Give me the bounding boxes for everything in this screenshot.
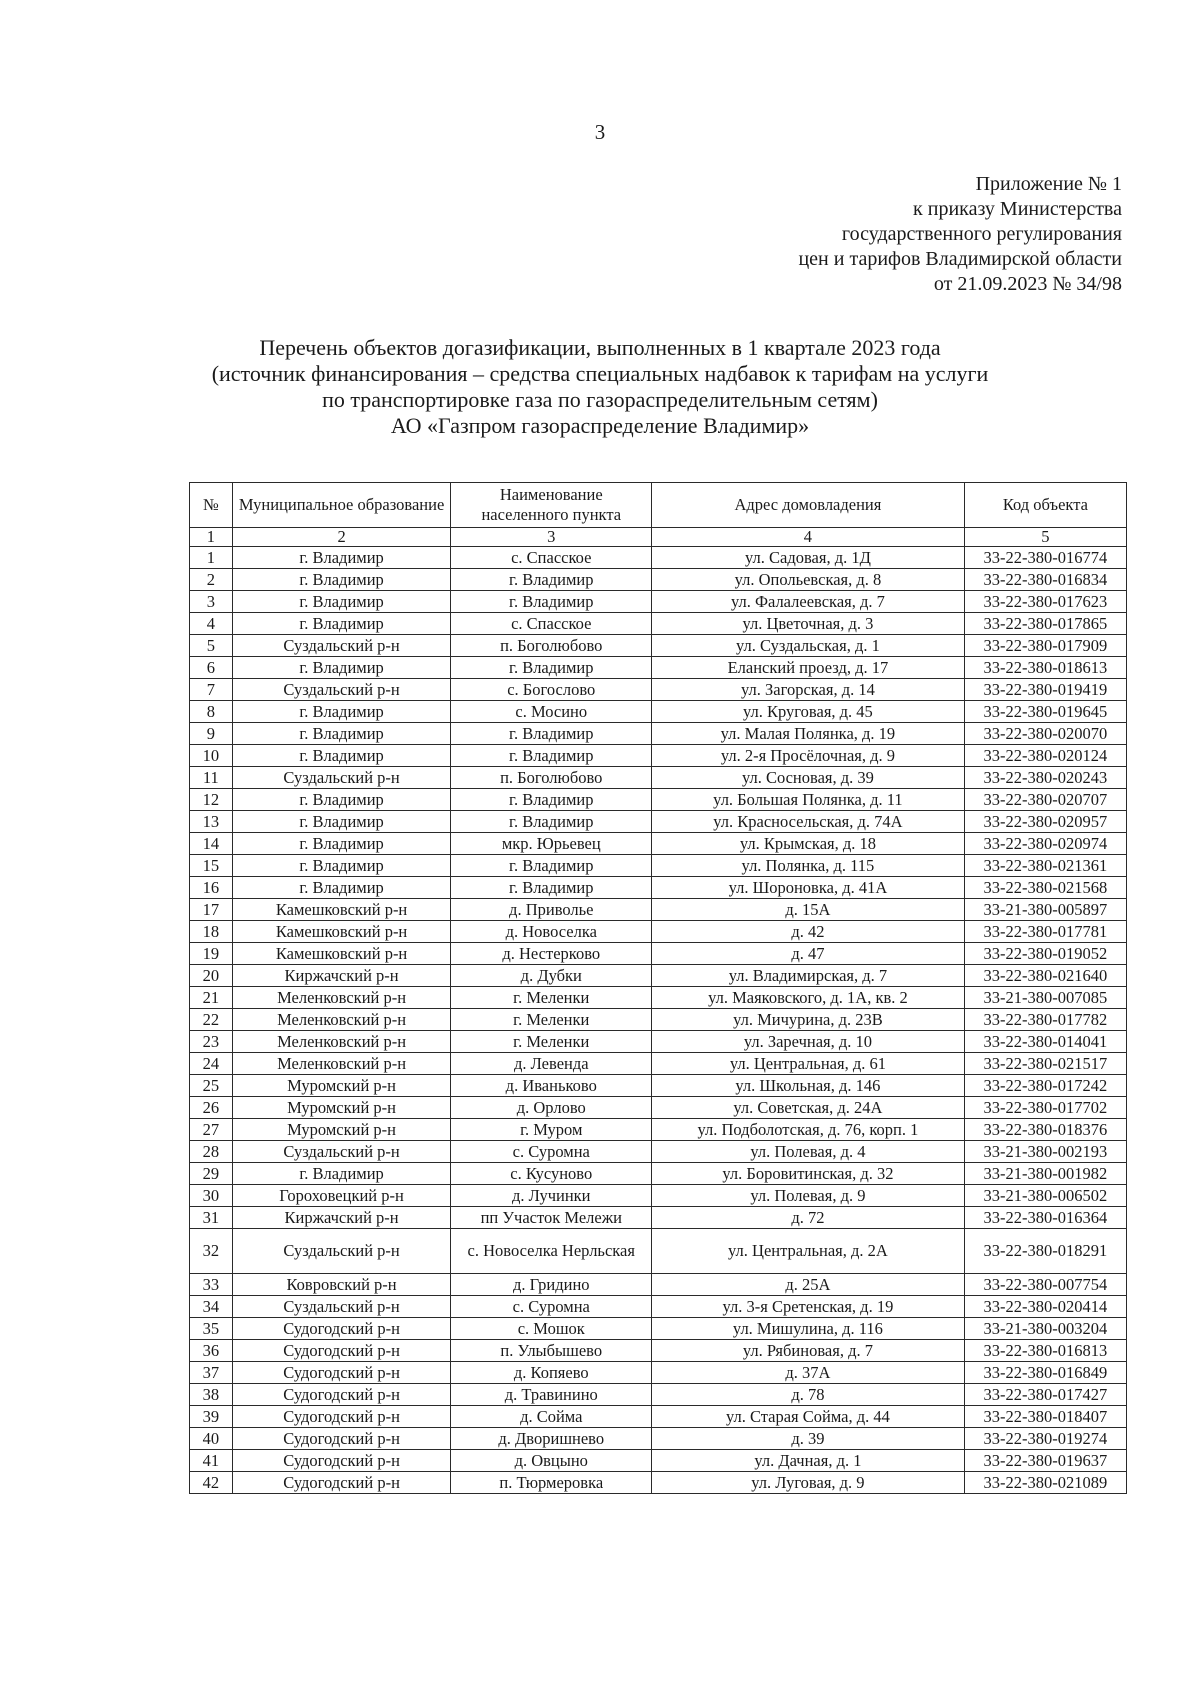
settlement-cell: с. Мосино: [451, 701, 652, 723]
table-row: [190, 855, 1127, 877]
address-cell: д. 15А: [652, 899, 965, 921]
table-row: [190, 613, 1127, 635]
table-row: [190, 547, 1127, 569]
settlement-cell: п. Боголюбово: [451, 635, 652, 657]
column-number-row: [190, 528, 1127, 547]
row-number: 24: [190, 1053, 233, 1075]
object-code-cell: 33-22-380-017623: [964, 591, 1126, 613]
settlement-cell: д. Копяево: [451, 1362, 652, 1384]
municipality-cell: г. Владимир: [232, 547, 451, 569]
address-cell: ул. Круговая, д. 45: [652, 701, 965, 723]
object-code-cell: 33-22-380-016813: [964, 1340, 1126, 1362]
municipality-cell: г. Владимир: [232, 569, 451, 591]
object-code-cell: 33-22-380-021568: [964, 877, 1126, 899]
municipality-cell: г. Владимир: [232, 701, 451, 723]
municipality-cell: Киржачский р-н: [232, 965, 451, 987]
object-code-cell: 33-22-380-019052: [964, 943, 1126, 965]
appendix-line-1: Приложение № 1: [975, 173, 1122, 195]
object-code-cell: 33-22-380-018407: [964, 1406, 1126, 1428]
table-body: [190, 547, 1127, 1494]
municipality-cell: г. Владимир: [232, 811, 451, 833]
address-cell: ул. Полевая, д. 9: [652, 1185, 965, 1207]
table-row: [190, 1274, 1127, 1296]
row-number: 40: [190, 1428, 233, 1450]
table-row: [190, 1207, 1127, 1229]
row-number: 39: [190, 1406, 233, 1428]
municipality-cell: Судогодский р-н: [232, 1340, 451, 1362]
address-cell: ул. Дачная, д. 1: [652, 1450, 965, 1472]
table-row: [190, 767, 1127, 789]
settlement-cell: д. Овцыно: [451, 1450, 652, 1472]
object-code-cell: 33-22-380-020124: [964, 745, 1126, 767]
row-number: 16: [190, 877, 233, 899]
municipality-cell: г. Владимир: [232, 613, 451, 635]
municipality-cell: г. Владимир: [232, 789, 451, 811]
settlement-cell: д. Сойма: [451, 1406, 652, 1428]
appendix-line-4: цен и тарифов Владимирской области: [798, 248, 1122, 270]
row-number: 9: [190, 723, 233, 745]
settlement-cell: д. Лучинки: [451, 1185, 652, 1207]
header-settlement: Наименование населенного пункта: [451, 483, 652, 528]
object-code-cell: 33-22-380-019637: [964, 1450, 1126, 1472]
municipality-cell: Камешковский р-н: [232, 943, 451, 965]
settlement-cell: п. Тюрмеровка: [451, 1472, 652, 1494]
objects-table: [189, 482, 1127, 1494]
municipality-cell: Судогодский р-н: [232, 1428, 451, 1450]
row-number: 41: [190, 1450, 233, 1472]
municipality-cell: Меленковский р-н: [232, 987, 451, 1009]
header-object-code: Код объекта: [964, 483, 1126, 528]
row-number: 20: [190, 965, 233, 987]
address-cell: ул. Старая Сойма, д. 44: [652, 1406, 965, 1428]
object-code-cell: 33-22-380-018291: [964, 1229, 1126, 1274]
table-row: [190, 1229, 1127, 1274]
row-number: 30: [190, 1185, 233, 1207]
row-number: 19: [190, 943, 233, 965]
address-cell: ул. Большая Полянка, д. 11: [652, 789, 965, 811]
row-number: 6: [190, 657, 233, 679]
settlement-cell: г. Меленки: [451, 1009, 652, 1031]
object-code-cell: 33-22-380-018376: [964, 1119, 1126, 1141]
address-cell: ул. Мишулина, д. 116: [652, 1318, 965, 1340]
object-code-cell: 33-22-380-016774: [964, 547, 1126, 569]
table-row: [190, 723, 1127, 745]
object-code-cell: 33-22-380-017702: [964, 1097, 1126, 1119]
address-cell: ул. Красносельская, д. 74А: [652, 811, 965, 833]
settlement-cell: г. Владимир: [451, 569, 652, 591]
address-cell: д. 37А: [652, 1362, 965, 1384]
title-line-2: (источник финансирования – средства специальных надбавок к тарифам на услуги: [211, 361, 989, 386]
object-code-cell: 33-22-380-017427: [964, 1384, 1126, 1406]
object-code-cell: 33-22-380-020243: [964, 767, 1126, 789]
address-cell: ул. Садовая, д. 1Д: [652, 547, 965, 569]
municipality-cell: Судогодский р-н: [232, 1318, 451, 1340]
row-number: 23: [190, 1031, 233, 1053]
row-number: 29: [190, 1163, 233, 1185]
table-row: [190, 1406, 1127, 1428]
address-cell: ул. Мичурина, д. 23В: [652, 1009, 965, 1031]
object-code-cell: 33-22-380-017242: [964, 1075, 1126, 1097]
municipality-cell: Судогодский р-н: [232, 1406, 451, 1428]
municipality-cell: Суздальский р-н: [232, 1141, 451, 1163]
address-cell: ул. Центральная, д. 61: [652, 1053, 965, 1075]
table-row: [190, 1428, 1127, 1450]
address-cell: д. 78: [652, 1384, 965, 1406]
row-number: 18: [190, 921, 233, 943]
settlement-cell: с. Спасское: [451, 613, 652, 635]
table-row: [190, 657, 1127, 679]
address-cell: ул. Фалалеевская, д. 7: [652, 591, 965, 613]
table-row: [190, 701, 1127, 723]
settlement-cell: д. Приволье: [451, 899, 652, 921]
address-cell: д. 39: [652, 1428, 965, 1450]
settlement-cell: г. Владимир: [451, 591, 652, 613]
settlement-cell: г. Владимир: [451, 855, 652, 877]
settlement-cell: п. Боголюбово: [451, 767, 652, 789]
settlement-cell: г. Владимир: [451, 745, 652, 767]
settlement-cell: д. Гридино: [451, 1274, 652, 1296]
row-number: 11: [190, 767, 233, 789]
column-number: 1: [190, 528, 233, 547]
table-row: [190, 635, 1127, 657]
row-number: 34: [190, 1296, 233, 1318]
municipality-cell: г. Владимир: [232, 657, 451, 679]
settlement-cell: с. Мошок: [451, 1318, 652, 1340]
table-row: [190, 811, 1127, 833]
table-header-row: [190, 483, 1127, 528]
object-code-cell: 33-22-380-021089: [964, 1472, 1126, 1494]
municipality-cell: Меленковский р-н: [232, 1053, 451, 1075]
row-number: 25: [190, 1075, 233, 1097]
municipality-cell: Муромский р-н: [232, 1075, 451, 1097]
settlement-cell: д. Травинино: [451, 1384, 652, 1406]
row-number: 17: [190, 899, 233, 921]
row-number: 14: [190, 833, 233, 855]
row-number: 27: [190, 1119, 233, 1141]
header-number: №: [190, 483, 233, 528]
settlement-cell: д. Нестерково: [451, 943, 652, 965]
settlement-cell: г. Владимир: [451, 723, 652, 745]
municipality-cell: г. Владимир: [232, 591, 451, 613]
municipality-cell: Судогодский р-н: [232, 1450, 451, 1472]
table-row: [190, 899, 1127, 921]
row-number: 26: [190, 1097, 233, 1119]
address-cell: Еланский проезд, д. 17: [652, 657, 965, 679]
title-line-3: по транспортировке газа по газораспределительным сетям): [322, 387, 878, 412]
table-row: [190, 745, 1127, 767]
column-number: 3: [451, 528, 652, 547]
settlement-cell: п. Улыбышево: [451, 1340, 652, 1362]
address-cell: ул. Полянка, д. 115: [652, 855, 965, 877]
municipality-cell: Киржачский р-н: [232, 1207, 451, 1229]
settlement-cell: г. Владимир: [451, 657, 652, 679]
object-code-cell: 33-22-380-021517: [964, 1053, 1126, 1075]
object-code-cell: 33-22-380-020957: [964, 811, 1126, 833]
table-row: [190, 1450, 1127, 1472]
table-row: [190, 877, 1127, 899]
settlement-cell: д. Дубки: [451, 965, 652, 987]
object-code-cell: 33-22-380-016364: [964, 1207, 1126, 1229]
table-row: [190, 921, 1127, 943]
municipality-cell: г. Владимир: [232, 855, 451, 877]
municipality-cell: Ковровский р-н: [232, 1274, 451, 1296]
title-line-4: АО «Газпром газораспределение Владимир»: [390, 413, 810, 438]
settlement-cell: г. Муром: [451, 1119, 652, 1141]
table-row: [190, 679, 1127, 701]
municipality-cell: Камешковский р-н: [232, 921, 451, 943]
municipality-cell: Судогодский р-н: [232, 1384, 451, 1406]
settlement-cell: пп Участок Мележи: [451, 1207, 652, 1229]
table-row: [190, 1362, 1127, 1384]
address-cell: ул. Полевая, д. 4: [652, 1141, 965, 1163]
address-cell: ул. Боровитинская, д. 32: [652, 1163, 965, 1185]
address-cell: ул. Владимирская, д. 7: [652, 965, 965, 987]
row-number: 3: [190, 591, 233, 613]
municipality-cell: Муромский р-н: [232, 1097, 451, 1119]
settlement-cell: г. Владимир: [451, 877, 652, 899]
table-row: [190, 833, 1127, 855]
settlement-cell: г. Владимир: [451, 811, 652, 833]
address-cell: ул. Малая Полянка, д. 19: [652, 723, 965, 745]
document-title: [0, 335, 1200, 439]
address-cell: ул. Крымская, д. 18: [652, 833, 965, 855]
table-row: [190, 1141, 1127, 1163]
municipality-cell: г. Владимир: [232, 745, 451, 767]
table-row: [190, 1185, 1127, 1207]
settlement-cell: д. Орлово: [451, 1097, 652, 1119]
address-cell: ул. Подболотская, д. 76, корп. 1: [652, 1119, 965, 1141]
column-number: 2: [232, 528, 451, 547]
row-number: 12: [190, 789, 233, 811]
row-number: 5: [190, 635, 233, 657]
row-number: 32: [190, 1229, 233, 1274]
row-number: 4: [190, 613, 233, 635]
address-cell: ул. Советская, д. 24А: [652, 1097, 965, 1119]
row-number: 8: [190, 701, 233, 723]
settlement-cell: с. Суромна: [451, 1141, 652, 1163]
object-code-cell: 33-22-380-017865: [964, 613, 1126, 635]
object-code-cell: 33-22-380-018613: [964, 657, 1126, 679]
object-code-cell: 33-22-380-019274: [964, 1428, 1126, 1450]
address-cell: д. 25А: [652, 1274, 965, 1296]
municipality-cell: Камешковский р-н: [232, 899, 451, 921]
address-cell: ул. Шороновка, д. 41А: [652, 877, 965, 899]
row-number: 15: [190, 855, 233, 877]
table-row: [190, 1031, 1127, 1053]
object-code-cell: 33-21-380-005897: [964, 899, 1126, 921]
settlement-cell: г. Владимир: [451, 789, 652, 811]
column-number: 5: [964, 528, 1126, 547]
table-row: [190, 1075, 1127, 1097]
table-row: [190, 1119, 1127, 1141]
municipality-cell: Суздальский р-н: [232, 767, 451, 789]
table-row: [190, 591, 1127, 613]
table-row: [190, 1163, 1127, 1185]
row-number: 1: [190, 547, 233, 569]
municipality-cell: Муромский р-н: [232, 1119, 451, 1141]
row-number: 38: [190, 1384, 233, 1406]
table-row: [190, 569, 1127, 591]
table-row: [190, 1296, 1127, 1318]
settlement-cell: д. Иваньково: [451, 1075, 652, 1097]
municipality-cell: Суздальский р-н: [232, 679, 451, 701]
table-row: [190, 943, 1127, 965]
object-code-cell: 33-22-380-021361: [964, 855, 1126, 877]
address-cell: ул. Рябиновая, д. 7: [652, 1340, 965, 1362]
row-number: 13: [190, 811, 233, 833]
object-code-cell: 33-22-380-017782: [964, 1009, 1126, 1031]
settlement-cell: г. Меленки: [451, 987, 652, 1009]
row-number: 31: [190, 1207, 233, 1229]
object-code-cell: 33-22-380-017909: [964, 635, 1126, 657]
column-number: 4: [652, 528, 965, 547]
row-number: 36: [190, 1340, 233, 1362]
object-code-cell: 33-21-380-003204: [964, 1318, 1126, 1340]
page-number: 3: [594, 120, 606, 144]
municipality-cell: г. Владимир: [232, 833, 451, 855]
appendix-block: [798, 172, 1122, 297]
address-cell: ул. 2-я Просёлочная, д. 9: [652, 745, 965, 767]
municipality-cell: Суздальский р-н: [232, 635, 451, 657]
address-cell: ул. Маяковского, д. 1А, кв. 2: [652, 987, 965, 1009]
table-row: [190, 1097, 1127, 1119]
address-cell: ул. Суздальская, д. 1: [652, 635, 965, 657]
settlement-cell: г. Меленки: [451, 1031, 652, 1053]
address-cell: ул. Опольевская, д. 8: [652, 569, 965, 591]
address-cell: ул. Сосновая, д. 39: [652, 767, 965, 789]
municipality-cell: Судогодский р-н: [232, 1472, 451, 1494]
object-code-cell: 33-22-380-020070: [964, 723, 1126, 745]
object-code-cell: 33-22-380-019645: [964, 701, 1126, 723]
object-code-cell: 33-21-380-002193: [964, 1141, 1126, 1163]
municipality-cell: Судогодский р-н: [232, 1362, 451, 1384]
row-number: 42: [190, 1472, 233, 1494]
object-code-cell: 33-22-380-007754: [964, 1274, 1126, 1296]
municipality-cell: Суздальский р-н: [232, 1296, 451, 1318]
object-code-cell: 33-21-380-007085: [964, 987, 1126, 1009]
settlement-cell: д. Новоселка: [451, 921, 652, 943]
address-cell: ул. Заречная, д. 10: [652, 1031, 965, 1053]
object-code-cell: 33-21-380-001982: [964, 1163, 1126, 1185]
municipality-cell: г. Владимир: [232, 877, 451, 899]
table-row: [190, 1472, 1127, 1494]
table-row: [190, 1053, 1127, 1075]
row-number: 10: [190, 745, 233, 767]
table-row: [190, 965, 1127, 987]
object-code-cell: 33-21-380-006502: [964, 1185, 1126, 1207]
address-cell: д. 47: [652, 943, 965, 965]
settlement-cell: с. Спасское: [451, 547, 652, 569]
object-code-cell: 33-22-380-020707: [964, 789, 1126, 811]
object-code-cell: 33-22-380-016849: [964, 1362, 1126, 1384]
municipality-cell: г. Владимир: [232, 723, 451, 745]
municipality-cell: Меленковский р-н: [232, 1031, 451, 1053]
row-number: 28: [190, 1141, 233, 1163]
row-number: 33: [190, 1274, 233, 1296]
address-cell: ул. Центральная, д. 2А: [652, 1229, 965, 1274]
municipality-cell: г. Владимир: [232, 1163, 451, 1185]
settlement-cell: с. Богослово: [451, 679, 652, 701]
settlement-cell: д. Дворишнево: [451, 1428, 652, 1450]
address-cell: ул. Луговая, д. 9: [652, 1472, 965, 1494]
table-row: [190, 987, 1127, 1009]
address-cell: ул. 3-я Сретенская, д. 19: [652, 1296, 965, 1318]
address-cell: д. 72: [652, 1207, 965, 1229]
municipality-cell: Гороховецкий р-н: [232, 1185, 451, 1207]
municipality-cell: Суздальский р-н: [232, 1229, 451, 1274]
address-cell: д. 42: [652, 921, 965, 943]
appendix-line-2: к приказу Министерства: [913, 198, 1122, 220]
row-number: 37: [190, 1362, 233, 1384]
table-row: [190, 1340, 1127, 1362]
municipality-cell: Меленковский р-н: [232, 1009, 451, 1031]
object-code-cell: 33-22-380-020414: [964, 1296, 1126, 1318]
object-code-cell: 33-22-380-021640: [964, 965, 1126, 987]
row-number: 22: [190, 1009, 233, 1031]
address-cell: ул. Загорская, д. 14: [652, 679, 965, 701]
settlement-cell: с. Кусуново: [451, 1163, 652, 1185]
row-number: 35: [190, 1318, 233, 1340]
table-row: [190, 789, 1127, 811]
table-row: [190, 1384, 1127, 1406]
row-number: 21: [190, 987, 233, 1009]
table-row: [190, 1009, 1127, 1031]
object-code-cell: 33-22-380-017781: [964, 921, 1126, 943]
appendix-line-5: от 21.09.2023 № 34/98: [933, 273, 1122, 295]
row-number: 2: [190, 569, 233, 591]
appendix-line-3: государственного регулирования: [841, 223, 1122, 245]
title-line-1: Перечень объектов догазификации, выполненных в 1 квартале 2023 года: [259, 335, 941, 360]
address-cell: ул. Школьная, д. 146: [652, 1075, 965, 1097]
header-address: Адрес домовладения: [652, 483, 965, 528]
settlement-cell: с. Новоселка Нерльская: [451, 1229, 652, 1274]
object-code-cell: 33-22-380-014041: [964, 1031, 1126, 1053]
settlement-cell: мкр. Юрьевец: [451, 833, 652, 855]
settlement-cell: д. Левенда: [451, 1053, 652, 1075]
object-code-cell: 33-22-380-020974: [964, 833, 1126, 855]
row-number: 7: [190, 679, 233, 701]
table-row: [190, 1318, 1127, 1340]
settlement-cell: с. Суромна: [451, 1296, 652, 1318]
header-municipality: Муниципальное образование: [232, 483, 451, 528]
address-cell: ул. Цветочная, д. 3: [652, 613, 965, 635]
object-code-cell: 33-22-380-019419: [964, 679, 1126, 701]
object-code-cell: 33-22-380-016834: [964, 569, 1126, 591]
